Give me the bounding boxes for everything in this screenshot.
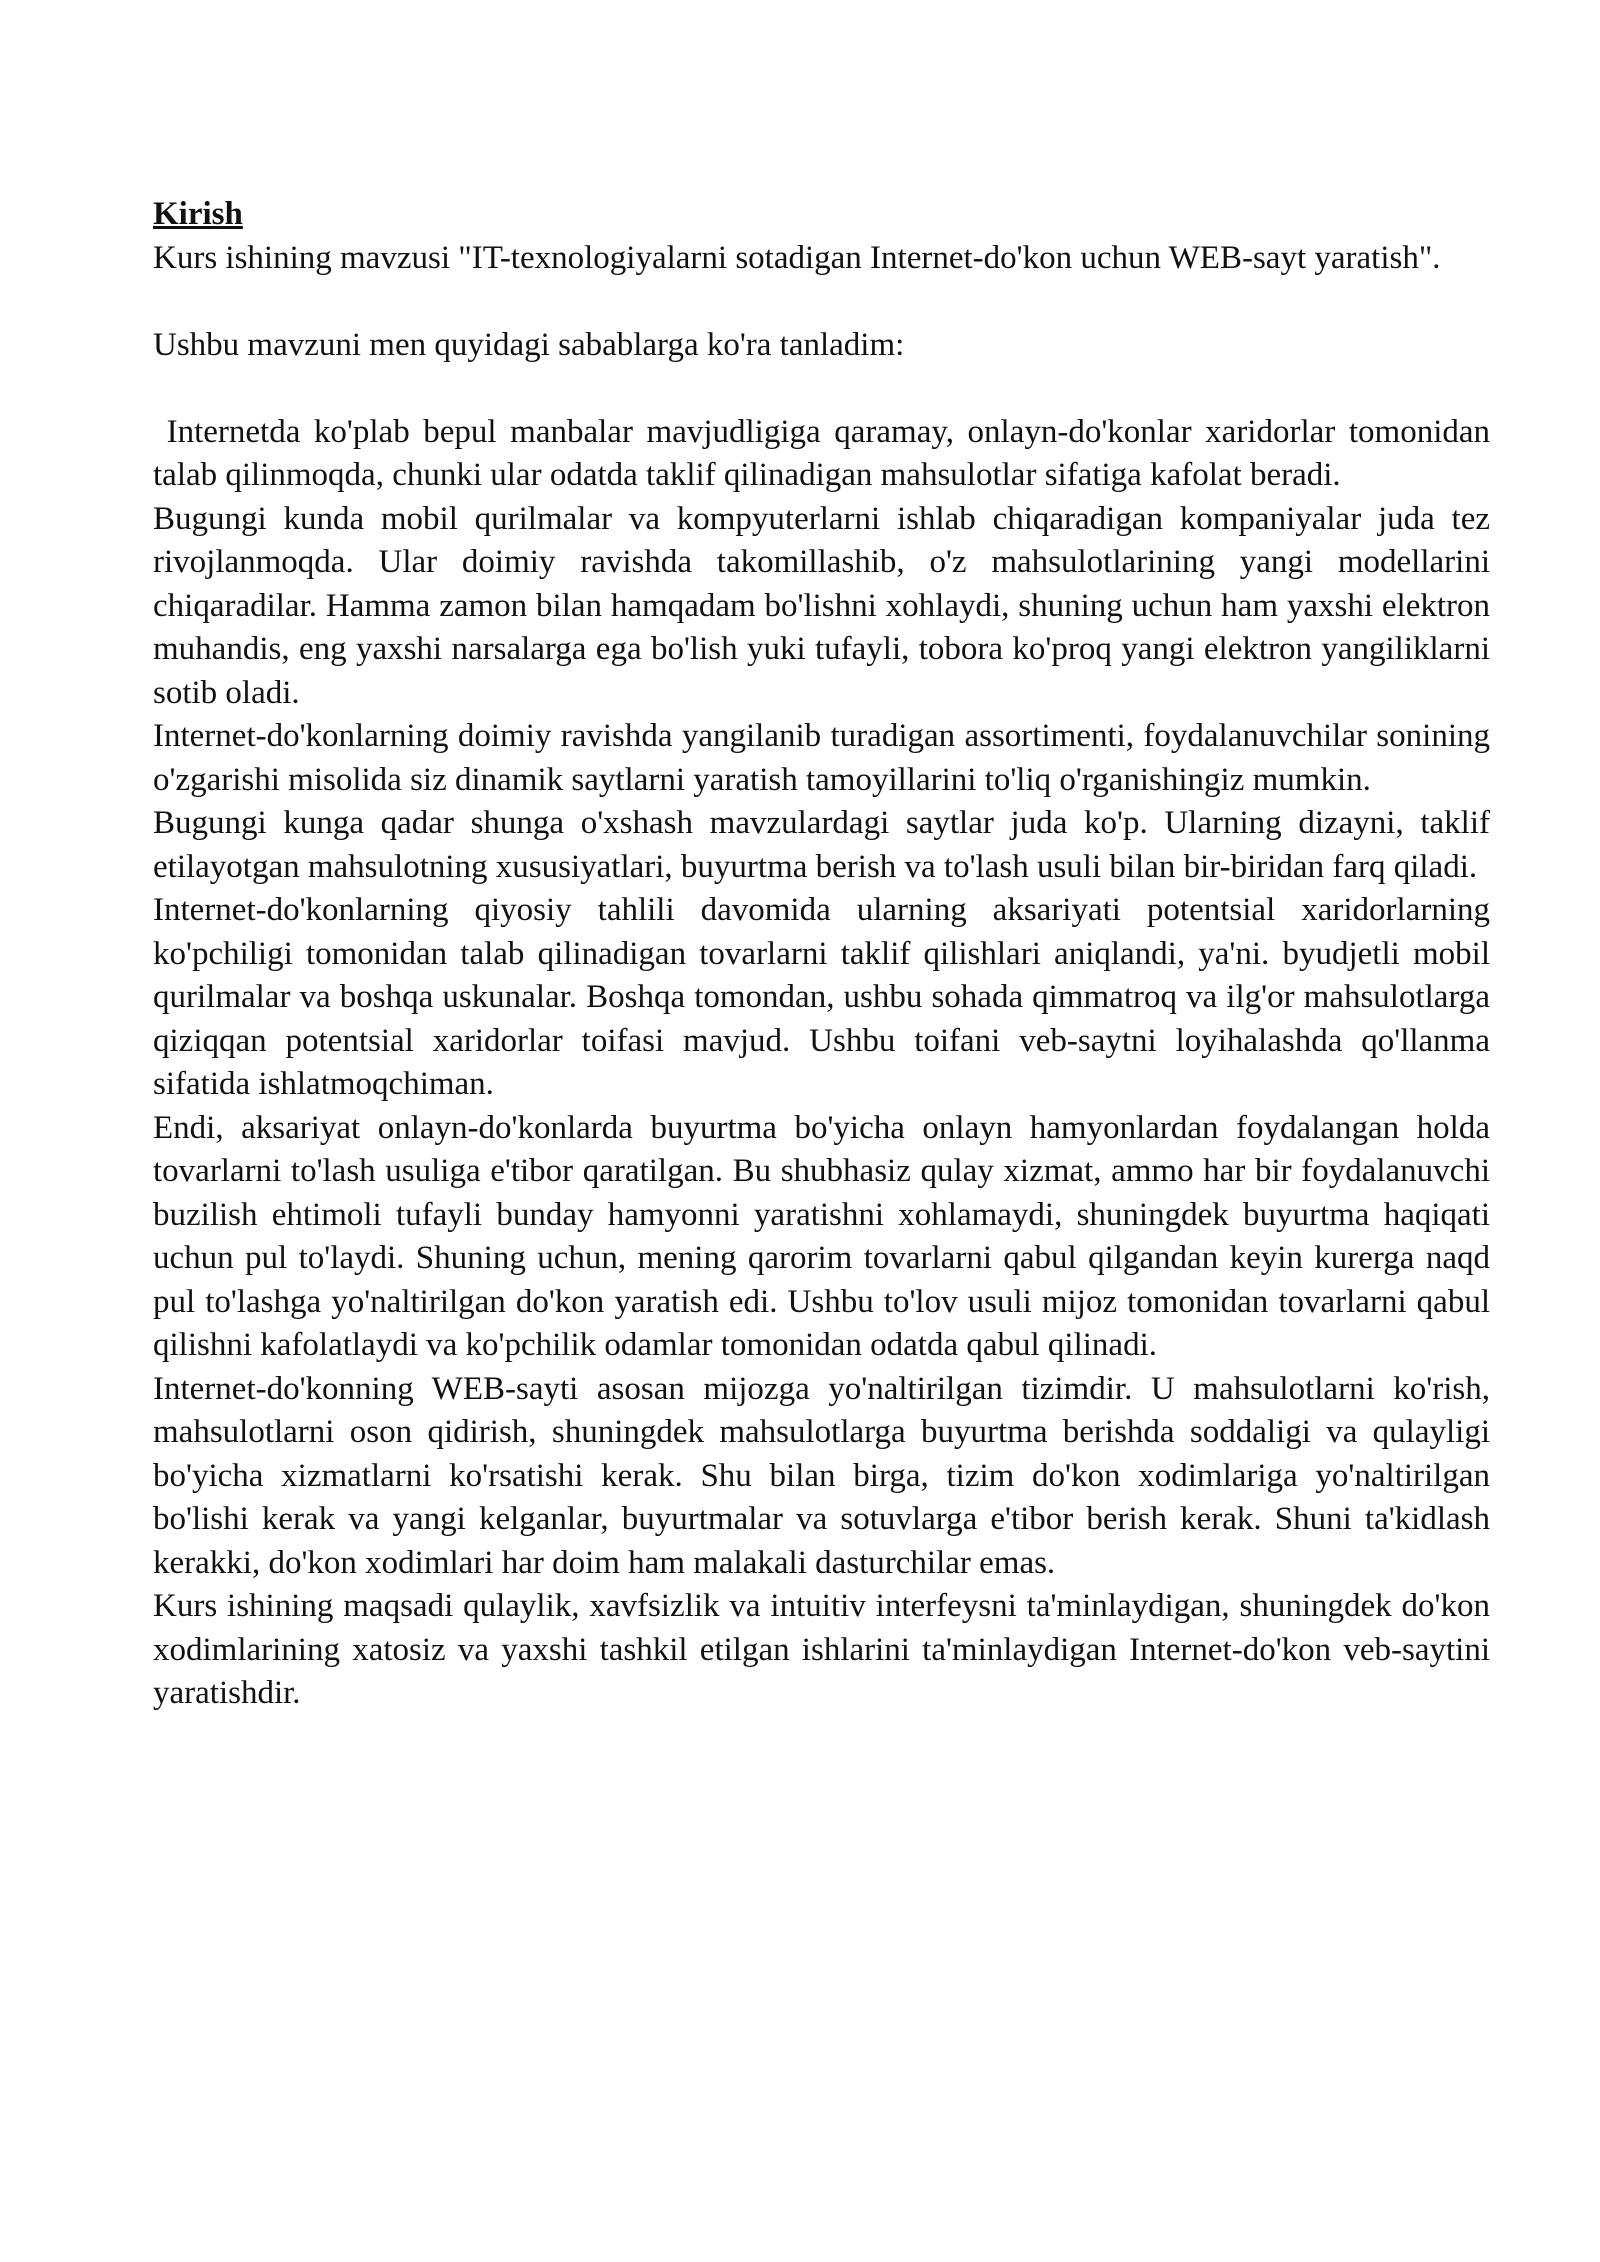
paragraph-gap — [153, 280, 1490, 324]
topic-paragraph: Kurs ishining mavzusi "IT-texnologiyalarni sotadigan Internet-do'kon uchun WEB-sayt yaratish". — [153, 239, 1441, 276]
body-paragraph: Internetda ko'plab bepul manbalar mavjudligiga qaramay, onlayn-do'konlar xaridorlar tomonidan talab qilinmoqda, chunki ular odatda taklif qilinadigan mahsulotlar sifatiga kafolat beradi. — [153, 413, 1499, 493]
body-paragraph: Bugungi kunga qadar shunga o'xshash mavzulardagi saytlar juda ko'p. Ularning dizayni, taklif etilayotgan mahsulotning xususiyatlari, buyurtma berish va to'lash usuli bilan bir-biridan farq qiladi. — [153, 805, 1490, 885]
body-paragraph: Internet-do'konlarning qiyosiy tahlili davomida ularning aksariyati potentsial xaridorlarning ko'pchiligi tomonidan talab qilinadigan tovarlarni taklif qilishlari aniqlandi, ya'ni. byudjetli mobil qurilmalar va boshqa uskunalar. Boshqa tomondan, ushbu sohada qimmatroq va ilg'or mahsulotlarga qiziqqan potentsial xaridorlar toifasi mavjud. Ushbu toifani veb-saytni loyihalashda qo'llanma sifatida ishlatmoqchiman. — [153, 892, 1490, 1102]
paragraph-gap — [153, 367, 1490, 411]
section-heading: Kirish — [153, 196, 243, 232]
body-paragraph: Internet-do'konning WEB-sayti asosan mijozga yo'naltirilgan tizimdir. U mahsulotlarni ko'rish, mahsulotlarni oson qidirish, shuningdek mahsulotlarga buyurtma berishda soddaligi va qulayligi bo'yicha xizmatlarni ko'rsatishi kerak. Shu bilan birga, tizim do'kon xodimlariga yo'naltirilgan bo'lishi kerak va yangi kelganlar, buyurtmalar va sotuvlarga e'tibor berish kerak. Shuni ta'kidlash kerakki, do'kon xodimlari har doim ham malakali dasturchilar emas. — [153, 1370, 1490, 1581]
document-page — [153, 193, 1499, 1716]
reasons-intro-paragraph: Ushbu mavzuni men quyidagi sabablarga ko'ra tanladim: — [153, 326, 905, 363]
body-paragraph: Bugungi kunda mobil qurilmalar va kompyuterlarni ishlab chiqaradigan kompaniyalar juda tez rivojlanmoqda. Ular doimiy ravishda takomillashib, o'z mahsulotlarining yangi modellarini chiqaradilar. Hamma zamon bilan hamqadam bo'lishni xohlaydi, shuning uchun ham yaxshi elektron muhandis, eng yaxshi narsalarga ega bo'lish yuki tufayli, tobora ko'proq yangi elektron yangiliklarni sotib oladi. — [153, 500, 1490, 711]
body-paragraph: Internet-do'konlarning doimiy ravishda yangilanib turadigan assortimenti, foydalanuvchilar sonining o'zgarishi misolida siz dinamik saytlarni yaratish tamoyillarini to'liq o'rganishingiz mumkin. — [153, 718, 1490, 798]
body-paragraph: Endi, aksariyat onlayn-do'konlarda buyurtma bo'yicha onlayn hamyonlardan foydalangan holda tovarlarni to'lash usuliga e'tibor qaratilgan. Bu shubhasiz qulay xizmat, ammo har bir foydalanuvchi buzilish ehtimoli tufayli bunday hamyonni yaratishni xohlamaydi, shuningdek buyurtma haqiqati uchun pul to'laydi. Shuning uchun, mening qarorim tovarlarni qabul qilgandan keyin kurerga naqd pul to'lashga yo'naltirilgan do'kon yaratish edi. Ushbu to'lov usuli mijoz tomonidan tovarlarni qabul qilishni kafolatlaydi va ko'pchilik odamlar tomonidan odatda qabul qilinadi. — [153, 1109, 1490, 1363]
body-paragraph: Kurs ishining maqsadi qulaylik, xavfsizlik va intuitiv interfeysni ta'minlaydigan, shuningdek do'kon xodimlarining xatosiz va yaxshi tashkil etilgan ishlarini ta'minlaydigan Internet-do'kon veb-saytini yaratishdir. — [153, 1588, 1490, 1711]
